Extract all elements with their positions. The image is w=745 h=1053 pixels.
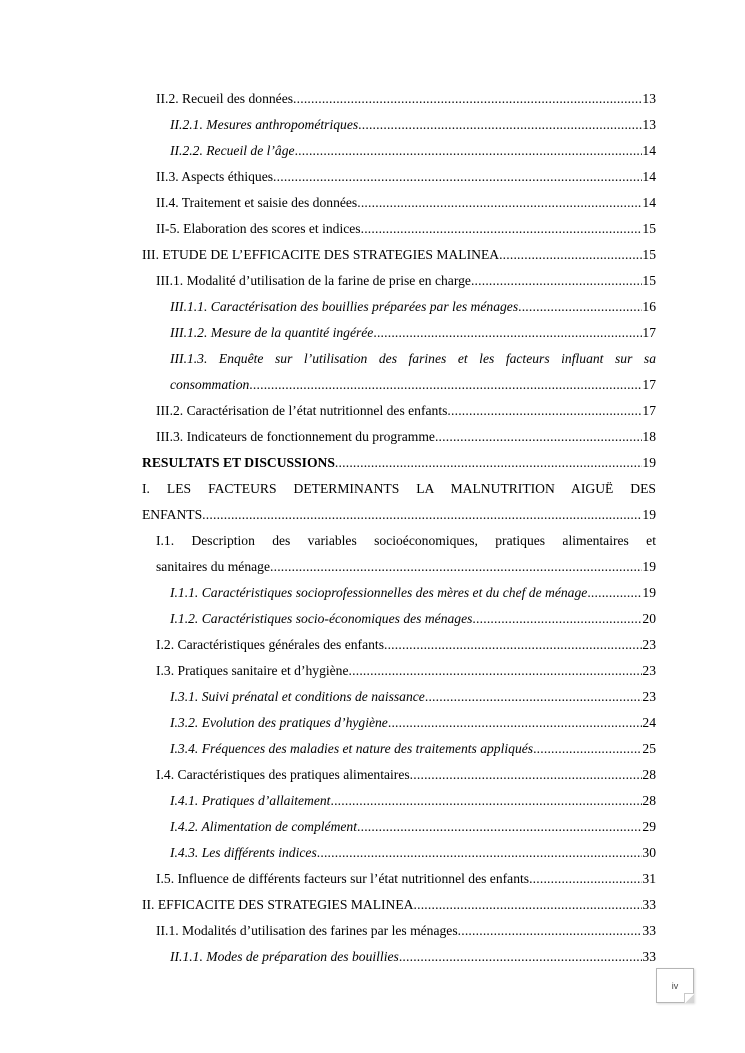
toc-entry[interactable]: [142, 580, 656, 606]
toc-entry[interactable]: [142, 944, 656, 970]
toc-leader-dots: [447, 398, 642, 424]
toc-leader-dots: [388, 710, 643, 736]
toc-entry[interactable]: [142, 268, 656, 294]
toc-page-number: 28: [642, 793, 656, 808]
toc-page-number: 23: [642, 689, 656, 704]
toc-entry[interactable]: [142, 554, 656, 580]
toc-leader-dots: [361, 216, 643, 242]
toc-entry-title: I.4. Caractéristiques des pratiques alimentaires: [156, 767, 410, 782]
toc-entry-title: I.5. Influence de différents facteurs sur l’état nutritionnel des enfants: [156, 871, 530, 886]
toc-leader-dots: [330, 788, 642, 814]
toc-entry[interactable]: [142, 710, 656, 736]
toc-entry-title: ENFANTS: [142, 507, 203, 522]
toc-entry-title: II.2.1. Mesures anthropométriques: [170, 117, 359, 132]
toc-entry[interactable]: [142, 632, 656, 658]
toc-leader-dots: [202, 502, 642, 528]
toc-leader-dots: [358, 112, 642, 138]
toc-page-number: 33: [642, 949, 656, 964]
toc-page-number: 19: [642, 585, 656, 600]
toc-page-number: 33: [642, 923, 656, 938]
toc-entry-first-line[interactable]: III.1.3. Enquête sur l’utilisation des farines et les facteurs influant sur sa: [170, 351, 656, 366]
toc-entry-title: III.1. Modalité d’utilisation de la farine de prise en charge: [156, 273, 471, 288]
toc-entry-title: I.3.2. Evolution des pratiques d’hygiène: [170, 715, 388, 730]
toc-entry[interactable]: [142, 216, 656, 242]
toc-entry-title: II.1. Modalités d’utilisation des farines par les ménages: [156, 923, 458, 938]
toc-leader-dots: [414, 892, 643, 918]
toc-leader-dots: [425, 684, 643, 710]
toc-entry[interactable]: [142, 918, 656, 944]
toc-leader-dots: [410, 762, 643, 788]
toc-page-number: 30: [642, 845, 656, 860]
toc-entry-title: I.1.1. Caractéristiques socioprofessionnelles des mères et du chef de ménage: [170, 585, 588, 600]
toc-page-number: 29: [642, 819, 656, 834]
toc-entry[interactable]: [142, 606, 656, 632]
toc-entry[interactable]: [142, 762, 656, 788]
toc-entry-title: II.3. Aspects éthiques: [156, 169, 274, 184]
toc-page-number: 14: [642, 169, 656, 184]
toc-page-number: 18: [642, 429, 656, 444]
toc-page-number: 17: [642, 377, 656, 392]
toc-leader-dots: [533, 736, 642, 762]
toc-entry-title: II. EFFICACITE DES STRATEGIES MALINEA: [142, 897, 414, 912]
toc-entry[interactable]: [142, 190, 656, 216]
toc-entry[interactable]: [142, 840, 656, 866]
toc-entry[interactable]: [142, 814, 656, 840]
page-number-box: iv: [656, 968, 694, 1003]
toc-entry-title: II.1.1. Modes de préparation des bouillies: [170, 949, 399, 964]
toc-leader-dots: [249, 372, 642, 398]
toc-leader-dots: [270, 554, 642, 580]
toc-page-number: 23: [642, 637, 656, 652]
toc-entry-title: sanitaires du ménage: [156, 559, 270, 574]
toc-page-number: 15: [642, 247, 656, 262]
toc-entry-title: III. ETUDE DE L’EFFICACITE DES STRATEGIES MALINEA: [142, 247, 500, 262]
toc-page-number: 13: [642, 117, 656, 132]
toc-page-number: 15: [642, 221, 656, 236]
toc-entry[interactable]: [142, 372, 656, 398]
toc-entry-title: I.3. Pratiques sanitaire et d’hygiène: [156, 663, 349, 678]
toc-entry-title: I.3.1. Suivi prénatal et conditions de naissance: [170, 689, 425, 704]
toc-entry[interactable]: [142, 866, 656, 892]
toc-leader-dots: [384, 632, 642, 658]
toc-entry[interactable]: [142, 788, 656, 814]
toc-page-number: 19: [642, 455, 656, 470]
toc-entry-title: III.1.1. Caractérisation des bouillies préparées par les ménages: [170, 299, 519, 314]
toc-leader-dots: [471, 268, 642, 294]
toc-leader-dots: [335, 450, 642, 476]
toc-entry-title: I.2. Caractéristiques générales des enfants: [156, 637, 384, 652]
toc-page-number: 13: [642, 91, 656, 106]
toc-page-number: 24: [642, 715, 656, 730]
toc-entry[interactable]: [142, 892, 656, 918]
toc-entry[interactable]: [142, 502, 656, 528]
toc-leader-dots: [295, 138, 643, 164]
toc-entry[interactable]: [142, 684, 656, 710]
toc-leader-dots: [357, 190, 642, 216]
toc-page-number: 23: [642, 663, 656, 678]
toc-entry[interactable]: [142, 294, 656, 320]
toc-entry-title: RESULTATS ET DISCUSSIONS: [142, 455, 335, 470]
toc-entry-title: III.2. Caractérisation de l’état nutritionnel des enfants: [156, 403, 448, 418]
toc-entry[interactable]: [142, 164, 656, 190]
toc-leader-dots: [273, 164, 642, 190]
toc-entry-title: II.2. Recueil des données: [156, 91, 294, 106]
toc-entry[interactable]: [142, 242, 656, 268]
toc-leader-dots: [373, 320, 642, 346]
toc-entry-title: III.1.2. Mesure de la quantité ingérée: [170, 325, 374, 340]
toc-entry[interactable]: [142, 112, 656, 138]
toc-page-number: 33: [642, 897, 656, 912]
toc-entry-title: I.4.1. Pratiques d’allaitement: [170, 793, 331, 808]
toc-entry-title: I.4.2. Alimentation de complément: [170, 819, 358, 834]
toc-page-number: 19: [642, 559, 656, 574]
toc-entry-title: I.1.2. Caractéristiques socio-économiques des ménages: [170, 611, 473, 626]
toc-leader-dots: [357, 814, 642, 840]
toc-entry[interactable]: [142, 658, 656, 684]
toc-entry[interactable]: [142, 736, 656, 762]
toc-page-number: 15: [642, 273, 656, 288]
toc-page-number: 25: [642, 741, 656, 756]
toc-entry[interactable]: [142, 398, 656, 424]
toc-page-number: 14: [642, 143, 656, 158]
toc-entry[interactable]: [142, 424, 656, 450]
toc-leader-dots: [293, 86, 642, 112]
toc-page-number: 31: [642, 871, 656, 886]
toc-leader-dots: [317, 840, 643, 866]
toc-page-number: 16: [642, 299, 656, 314]
toc-leader-dots: [458, 918, 643, 944]
toc-page-number: 20: [642, 611, 656, 626]
toc-entry-first-line[interactable]: I. LES FACTEURS DETERMINANTS LA MALNUTRITION AIGUË DES: [142, 481, 656, 496]
toc-entry[interactable]: [142, 86, 656, 112]
toc-entry-title: II.2.2. Recueil de l’âge: [170, 143, 295, 158]
toc-page-number: 17: [642, 325, 656, 340]
toc-page-number: 19: [642, 507, 656, 522]
toc-entry[interactable]: [142, 320, 656, 346]
toc-leader-dots: [499, 242, 642, 268]
toc-entry[interactable]: [142, 450, 656, 476]
toc-entry-first-line[interactable]: I.1. Description des variables socioéconomiques, pratiques alimentaires et: [156, 533, 656, 548]
toc-page-number: 17: [642, 403, 656, 418]
toc-entry[interactable]: [142, 138, 656, 164]
toc-entry-title: II.4. Traitement et saisie des données: [156, 195, 358, 210]
toc-leader-dots: [587, 580, 642, 606]
toc-leader-dots: [472, 606, 642, 632]
toc-entry-title: I.4.3. Les différents indices: [170, 845, 317, 860]
toc-leader-dots: [518, 294, 642, 320]
toc-leader-dots: [529, 866, 642, 892]
toc-page-number: 14: [642, 195, 656, 210]
table-of-contents: [142, 86, 656, 970]
toc-entry-title: III.3. Indicateurs de fonctionnement du programme: [156, 429, 435, 444]
toc-leader-dots: [399, 944, 643, 970]
toc-entry-title: II-5. Elaboration des scores et indices: [156, 221, 361, 236]
toc-leader-dots: [435, 424, 642, 450]
toc-entry-title: consommation: [170, 377, 250, 392]
toc-entry-title: I.3.4. Fréquences des maladies et nature des traitements appliqués: [170, 741, 534, 756]
toc-leader-dots: [349, 658, 643, 684]
toc-page-number: 28: [642, 767, 656, 782]
